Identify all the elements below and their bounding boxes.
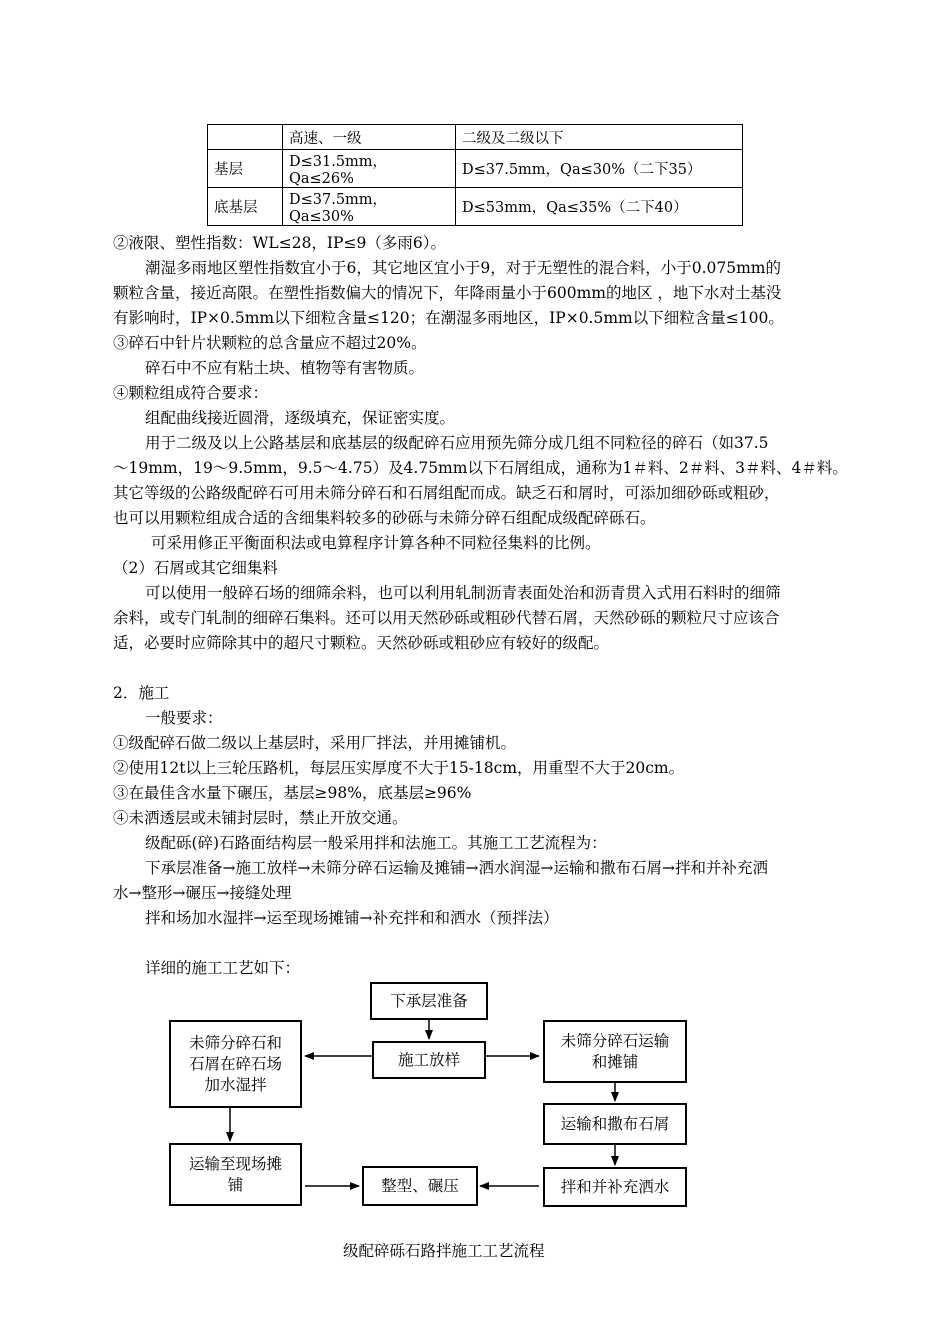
figure-caption: 级配碎砾石路拌施工工艺流程 xyxy=(343,1242,545,1260)
text-line: 潮湿多雨地区塑性指数宜小于6，其它地区宜小于9，对于无塑性的混合料，小于0.075mm的 xyxy=(145,259,781,277)
table-cell: D≤53mm，Qa≤35%（二下40） xyxy=(456,188,743,226)
table-header-cell: 高速、一级 xyxy=(283,125,456,150)
text-line: 余料，或专门轧制的细碎石集料。还可以用天然砂砾或粗砂代替石屑，天然砂砾的颗粒尺寸应该合 xyxy=(113,609,780,627)
text-line: 可以使用一般碎石场的细筛余料，也可以利用轧制沥青表面处治和沥青贯入式用石料时的细筛 xyxy=(145,584,781,602)
text-line: 级配砾(碎)石路面结构层一般采用拌和法施工。其施工工艺流程为： xyxy=(145,834,607,852)
table-cell: D≤37.5mm，Qa≤30%（二下35） xyxy=(456,150,743,188)
flow-box-prep: 下承层准备 xyxy=(370,982,488,1020)
text-line: 颗粒含量，接近高限。在塑性指数偏大的情况下，年降雨量小于600mm的地区 ，地下水对土基没 xyxy=(113,284,782,302)
flow-box-plant-mix: 未筛分碎石和 石屑在碎石场 加水湿拌 xyxy=(169,1020,302,1108)
flow-box-chips: 运输和撒布石屑 xyxy=(543,1103,687,1145)
text-line: 适，必要时应筛除其中的超尺寸颗粒。天然砂砾或粗砂应有较好的级配。 xyxy=(113,634,610,652)
text-line: 水→整形→碾压→接缝处理 xyxy=(113,884,292,902)
text-line: ④未洒透层或未铺封层时，禁止开放交通。 xyxy=(113,809,408,827)
table-cell: D≤31.5mm，Qa≤26% xyxy=(283,150,456,188)
text-line: 可采用修正平衡面积法或电算程序计算各种不同粒径集料的比例。 xyxy=(151,534,601,552)
text-line: ③碎石中针片状颗粒的总含量应不超过20%。 xyxy=(113,334,427,352)
text-line: ②液限、塑性指数：WL≤28，IP≤9（多雨6）。 xyxy=(113,234,446,252)
text-line: 一般要求： xyxy=(145,709,223,727)
table-cell: 底基层 xyxy=(208,188,283,226)
flow-box-shape: 整型、碾压 xyxy=(362,1166,478,1206)
section-heading: 2．施工 xyxy=(113,684,170,702)
text-line: ～19mm，19～9.5mm，9.5～4.75）及4.75mm以下石屑组成，通称为1＃料、2＃料、3＃料、4＃料。 xyxy=(113,459,848,477)
text-line: ①级配碎石做二级以上基层时，采用厂拌法，并用摊铺机。 xyxy=(113,734,517,752)
text-line: ③在最佳含水量下碾压，基层≥98%，底基层≥96% xyxy=(113,784,472,802)
text-line: 组配曲线接近圆滑，逐级填充，保证密实度。 xyxy=(145,409,456,427)
flow-box-haul-site: 运输至现场摊 铺 xyxy=(169,1143,302,1206)
text-line: 碎石中不应有粘土块、植物等有害物质。 xyxy=(145,359,425,377)
table-cell: D≤37.5mm，Qa≤30% xyxy=(283,188,456,226)
flow-box-transport-spread: 未筛分碎石运输 和摊铺 xyxy=(543,1020,687,1083)
text-line: 详细的施工工艺如下： xyxy=(145,959,301,977)
text-line: 有影响时，IP×0.5mm以下细粒含量≤120；在潮湿多雨地区，IP×0.5mm以下细粒含量≤100。 xyxy=(113,309,784,327)
text-line: 用于二级及以上公路基层和底基层的级配碎石应用预先筛分成几组不同粒径的碎石（如37.5 xyxy=(145,434,769,452)
text-line: 下承层准备→施工放样→未筛分碎石运输及摊铺→洒水润湿→运输和撒布石屑→拌和并补充洒 xyxy=(145,859,768,877)
text-line: ④颗粒组成符合要求： xyxy=(113,384,269,402)
text-line: ②使用12t以上三轮压路机，每层压实厚度不大于15-18cm，用重型不大于20cm。 xyxy=(113,759,685,777)
text-line: 其它等级的公路级配碎石可用未筛分碎石和石屑组配而成。缺乏石和屑时，可添加细砂砾或粗砂， xyxy=(113,484,780,502)
flow-box-layout: 施工放样 xyxy=(372,1041,486,1079)
table-header-cell: 二级及二级以下 xyxy=(456,125,743,150)
section-heading: （2）石屑或其它细集料 xyxy=(113,559,278,577)
text-line: 拌和场加水湿拌→运至现场摊铺→补充拌和和洒水（预拌法） xyxy=(145,909,559,927)
table-cell: 基层 xyxy=(208,150,283,188)
text-line: 也可以用颗粒组成合适的含细集料较多的砂砾与未筛分碎石组配成级配碎砾石。 xyxy=(113,509,656,527)
flow-box-mix-water: 拌和并补充洒水 xyxy=(543,1167,687,1207)
